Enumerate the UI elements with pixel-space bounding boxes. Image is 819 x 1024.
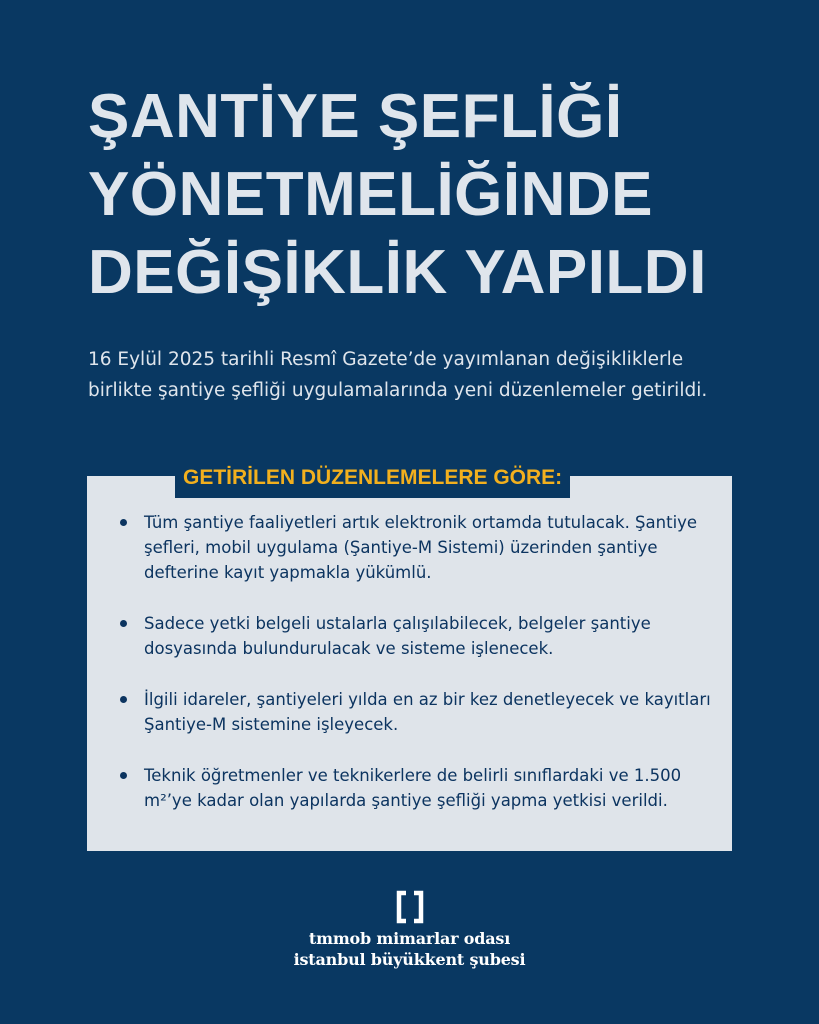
organization-logo-text [0, 928, 819, 970]
list-item [117, 763, 717, 813]
list-item-text: İlgili idareler, şantiyeleri yılda en az bir kez denetleyecek ve kayıtları Şantiye-M sistemine işleyecek. [144, 690, 711, 734]
bullet-icon [120, 519, 127, 526]
title-line-3: DEĞİŞİKLİK YAPILDI [88, 238, 707, 307]
list-item-text: Sadece yetki belgeli ustalarla çalışılabilecek, belgeler şantiye dosyasında bulundurulacak ve sisteme işlenecek. [144, 614, 651, 658]
page-title [88, 78, 788, 312]
logo-line-1: tmmob mimarlar odası [308, 929, 511, 948]
list-item [117, 510, 717, 585]
regulation-list [117, 510, 717, 839]
title-line-2: YÖNETMELİĞİNDE [88, 160, 654, 229]
bracket-logo-icon [395, 889, 425, 925]
bullet-icon [120, 620, 127, 627]
logo-line-2: istanbul büyükkent şubesi [293, 950, 526, 969]
list-item-text: Teknik öğretmenler ve teknikerlere de belirli sınıflardaki ve 1.500 m²’ye kadar olan yapılarda şantiye şefliği yapma yetkisi verildi. [144, 766, 682, 810]
list-item [117, 611, 717, 661]
list-item-text: Tüm şantiye faaliyetleri artık elektronik ortamda tutulacak. Şantiye şefleri, mobil uygulama (Şantiye-M Sistemi) üzerinden şantiye defterine kayıt yapmakla yükümlü. [144, 513, 698, 582]
bullet-icon [120, 772, 127, 779]
intro-paragraph: 16 Eylül 2025 tarihli Resmî Gazete’de yayımlanan değişikliklerle birlikte şantiye şefliği uygulamalarında yeni düzenlemeler getirildi. [88, 349, 708, 401]
list-item [117, 687, 717, 737]
bullet-icon [120, 696, 127, 703]
title-line-1: ŞANTİYE ŞEFLİĞİ [88, 82, 623, 151]
panel-heading: GETİRİLEN DÜZENLEMELERE GÖRE: [175, 458, 570, 498]
